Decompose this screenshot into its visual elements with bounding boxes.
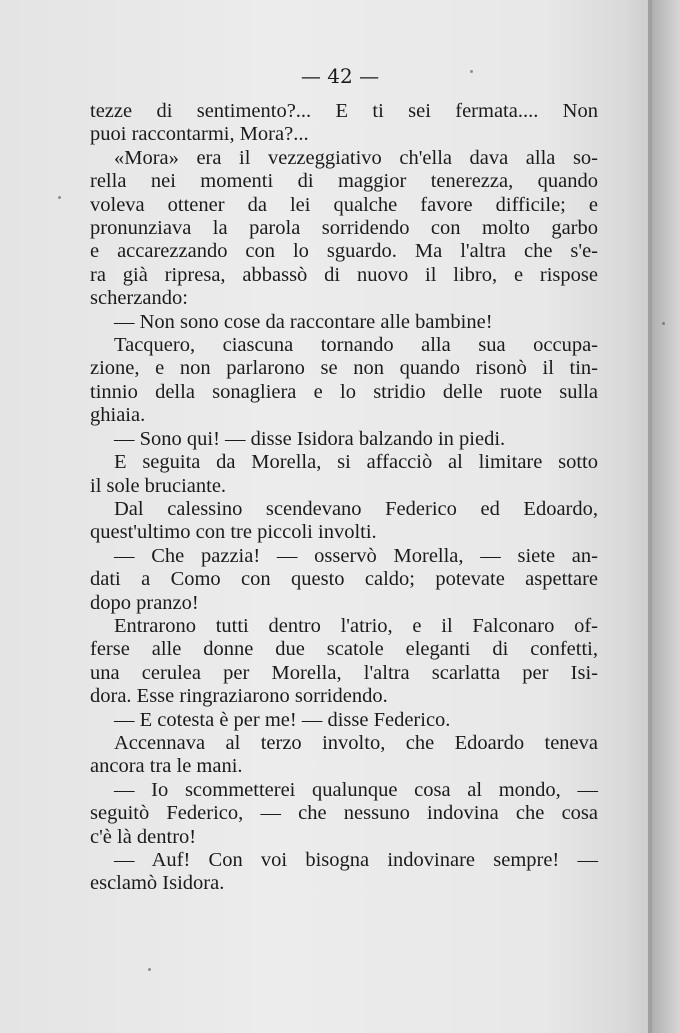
- text-line: esclamò Isidora.: [90, 872, 225, 895]
- paper-speck: [662, 322, 665, 325]
- text-line: il sole bruciante.: [90, 474, 227, 497]
- text-line: dati a Como con questo caldo; potevate aspettare: [90, 568, 598, 591]
- text-line: c'è là dentro!: [90, 825, 197, 848]
- text-line: — E cotesta è per me! — disse Federico.: [114, 708, 451, 731]
- text-line: quest'ultimo con tre piccoli involti.: [90, 521, 377, 544]
- text-line: una cerulea per Morella, l'altra scarlatta per Isi-: [90, 661, 598, 684]
- text-line: ra già ripresa, abbassò di nuovo il libro, e rispose: [90, 263, 598, 286]
- text-line: tinnio della sonagliera e lo stridio delle ruote sulla: [90, 380, 598, 403]
- text-line: e accarezzando con lo sguardo. Ma l'altra che s'e-: [90, 240, 598, 263]
- text-line: Dal calessino scendevano Federico ed Edoardo,: [114, 497, 598, 520]
- text-line: puoi raccontarmi, Mora?...: [90, 123, 309, 146]
- paper-speck: [148, 968, 151, 971]
- text-line: voleva ottener da lei qualche favore difficile; e: [90, 193, 598, 216]
- body-text: [90, 100, 598, 896]
- text-line: Accennava al terzo involto, che Edoardo teneva: [114, 731, 598, 754]
- text-line: ancora tra le mani.: [90, 755, 243, 778]
- page-number: — 42 —: [300, 64, 380, 88]
- text-line: E seguita da Morella, si affacciò al limitare sotto: [114, 451, 598, 474]
- text-line: ghiaia.: [90, 404, 146, 427]
- text-line: «Mora» era il vezzeggiativo ch'ella dava alla so-: [114, 146, 598, 169]
- text-line: — Io scommetterei qualunque cosa al mondo, —: [114, 778, 598, 801]
- text-line: — Non sono cose da raccontare alle bambine!: [114, 310, 493, 333]
- text-line: pronunziava la parola sorridendo con molto garbo: [90, 217, 598, 240]
- text-line: dora. Esse ringraziarono sorridendo.: [90, 685, 388, 708]
- text-line: tezze di sentimento?... E ti sei fermata.... Non: [90, 100, 598, 122]
- text-line: zione, e non parlarono se non quando risonò il tin-: [90, 357, 598, 380]
- text-line: — Sono qui! — disse Isidora balzando in piedi.: [114, 427, 506, 450]
- next-page-edge: [652, 0, 680, 1033]
- text-line: Entrarono tutti dentro l'atrio, e il Falconaro of-: [114, 614, 598, 637]
- text-line: scherzando:: [90, 287, 188, 310]
- text-line: — Che pazzia! — osservò Morella, — siete an-: [114, 544, 598, 567]
- text-line: Tacquero, ciascuna tornando alla sua occupa-: [114, 334, 598, 357]
- paper-speck: [470, 70, 473, 73]
- text-line: — Auf! Con voi bisogna indovinare sempre! —: [114, 849, 598, 871]
- text-line: ferse alle donne due scatole eleganti di confetti,: [90, 638, 598, 661]
- text-line: dopo pranzo!: [90, 591, 199, 614]
- text-line: rella nei momenti di maggior tenerezza, quando: [90, 170, 598, 193]
- paper-speck: [58, 196, 61, 199]
- text-line: seguitò Federico, — che nessuno indovina che cosa: [90, 802, 598, 825]
